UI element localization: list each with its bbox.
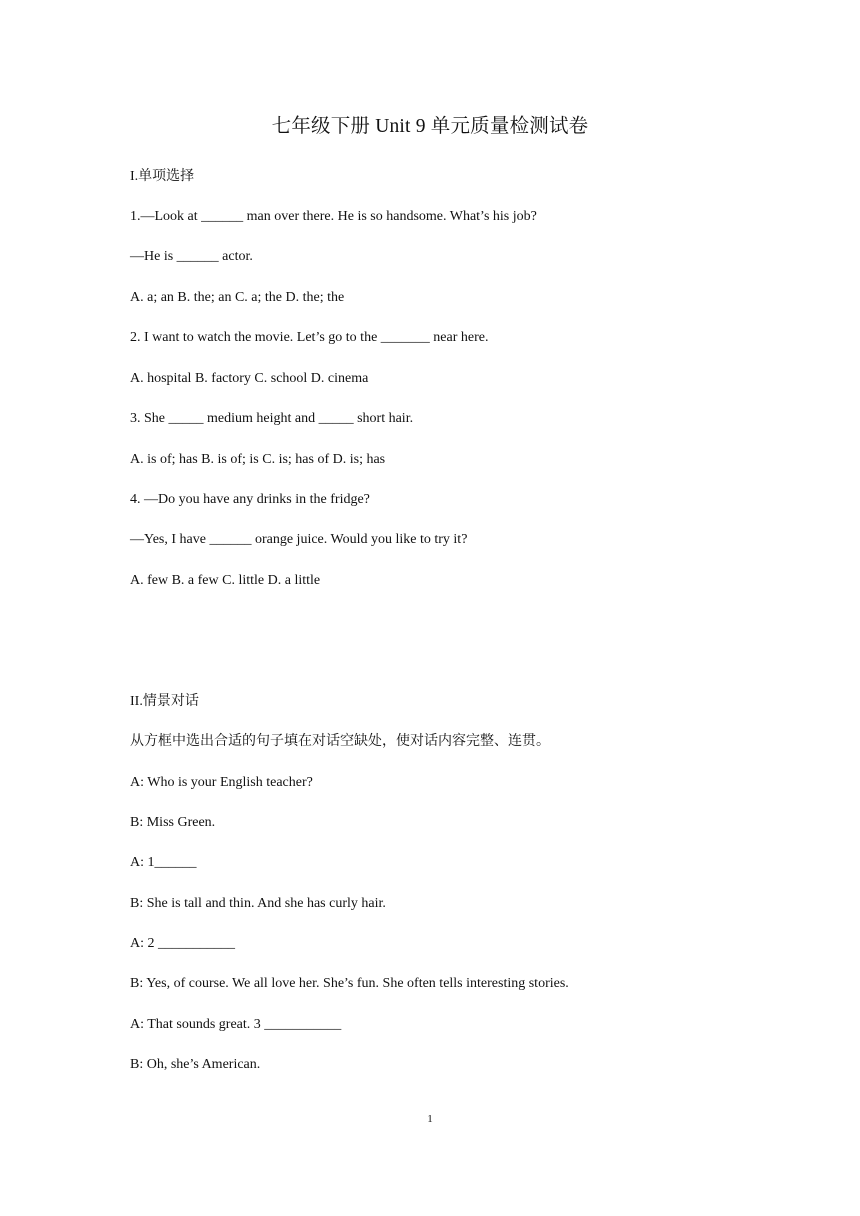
section-1-heading: I.单项选择 — [130, 169, 195, 184]
dialogue-line: B: Yes, of course. We all love her. She’s fun. She often tells interesting stories. — [130, 976, 569, 991]
question-3-line-1: 3. She _____ medium height and _____ short hair. — [130, 411, 414, 426]
question-2-options: A. hospital B. factory C. school D. cinema — [130, 371, 369, 386]
dialogue-line: A: Who is your English teacher? — [130, 775, 313, 790]
question-4-line-1: 4. —Do you have any drinks in the fridge? — [130, 492, 370, 507]
page-number: 1 — [427, 1113, 433, 1125]
dialogue-line: A: 2 ___________ — [130, 936, 235, 951]
question-2-line-1: 2. I want to watch the movie. Let’s go to the _______ near here. — [130, 330, 489, 345]
dialogue-line: B: She is tall and thin. And she has curly hair. — [130, 896, 386, 911]
question-4-line-2: —Yes, I have ______ orange juice. Would you like to try it? — [130, 532, 468, 547]
page-title: 七年级下册 Unit 9 单元质量检测试卷 — [271, 116, 589, 137]
dialogue-line: A: 1______ — [130, 855, 197, 870]
question-3-options: A. is of; has B. is of; is C. is; has of D. is; has — [130, 452, 386, 467]
question-1-line-2: —He is ______ actor. — [130, 249, 253, 264]
section-2-instruction: 从方框中选出合适的句子填在对话空缺处，使对话内容完整、连贯。 — [130, 734, 550, 749]
section-2-heading: II.情景对话 — [130, 694, 199, 709]
dialogue-line: B: Miss Green. — [130, 815, 216, 830]
question-1-options: A. a; an B. the; an C. a; the D. the; the — [130, 290, 345, 305]
dialogue-line: A: That sounds great. 3 ___________ — [130, 1017, 342, 1032]
question-1-line-1: 1.—Look at ______ man over there. He is so handsome. What’s his job? — [130, 209, 537, 224]
question-4-options: A. few B. a few C. little D. a little — [130, 573, 321, 588]
dialogue-line: B: Oh, she’s American. — [130, 1057, 261, 1072]
